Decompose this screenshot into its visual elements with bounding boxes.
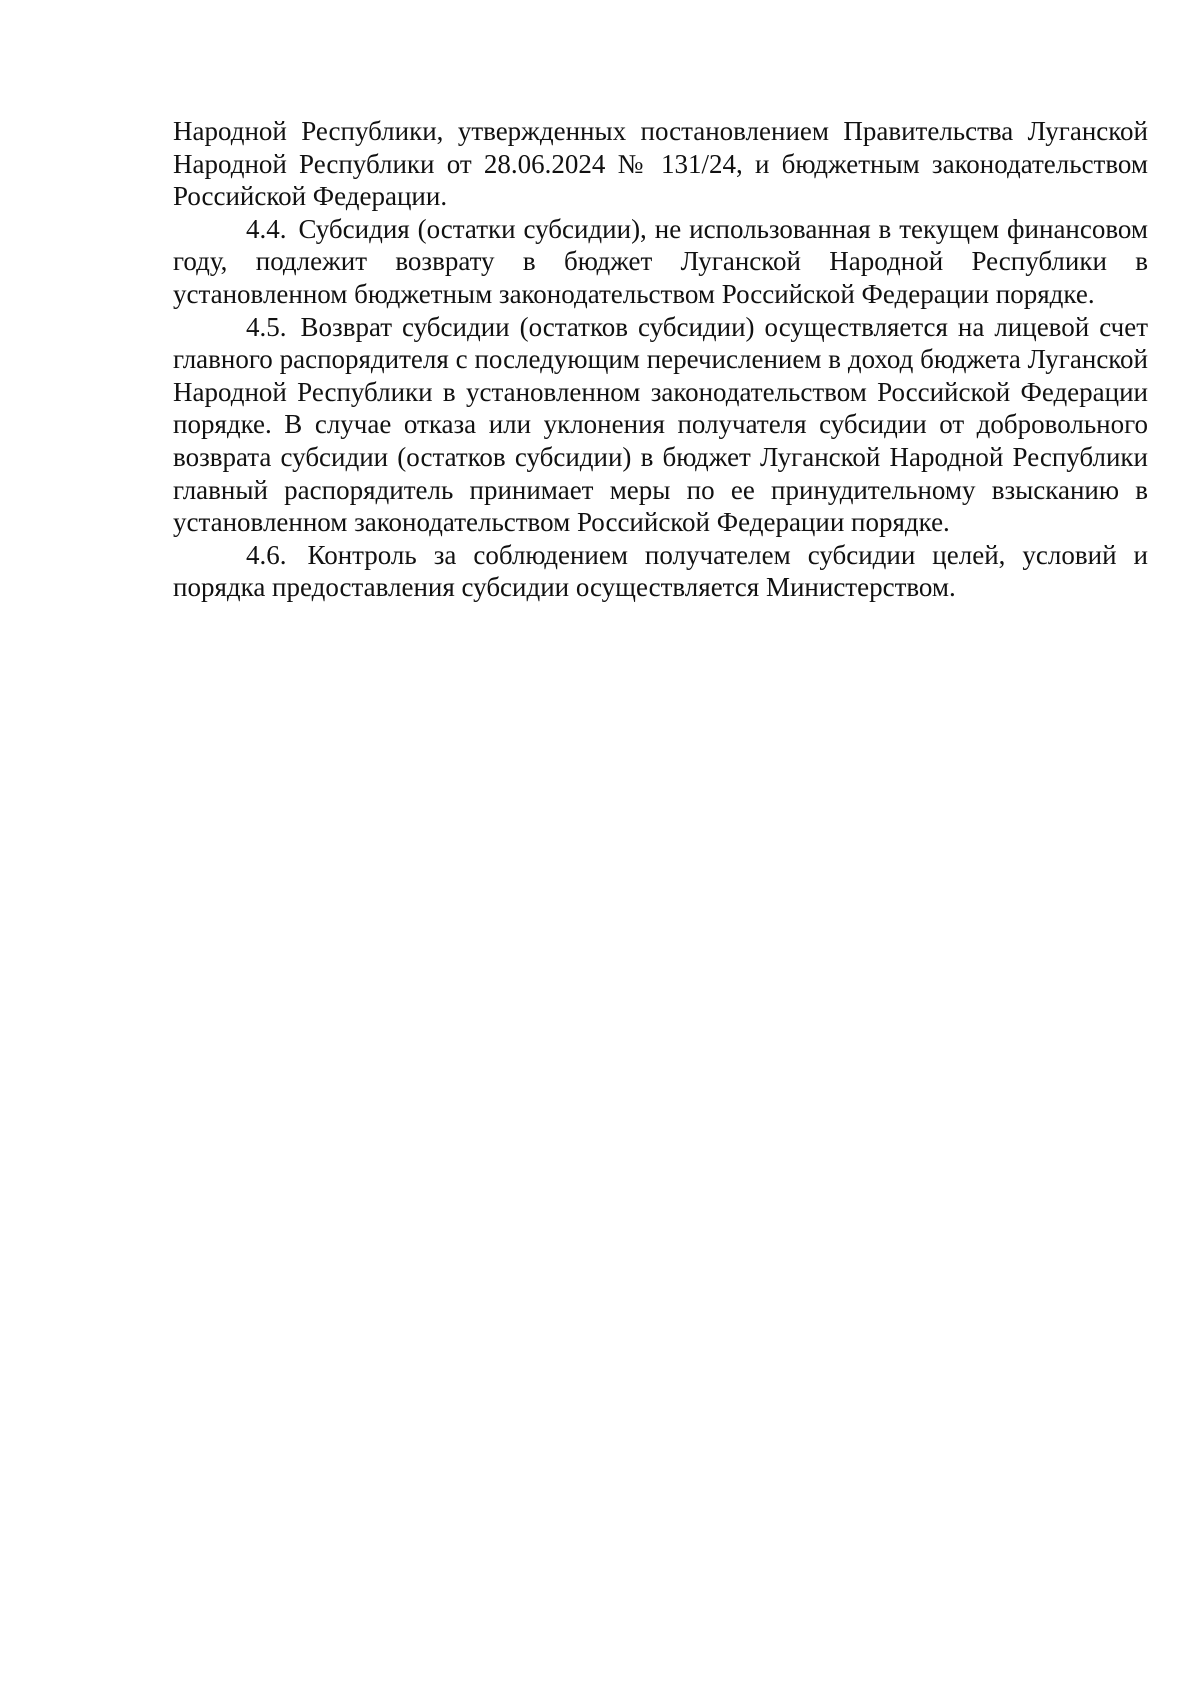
document-body xyxy=(173,115,1148,604)
paragraph-text: Субсидия (остатки субсидии), не использованная в текущем финансовом году, подлежит возврату в бюджет Луганской Народной Республики в установленном бюджетным законодательством Российской Федерации порядке. xyxy=(173,213,1148,309)
paragraph-text: Возврат субсидии (остатков субсидии) осуществляется на лицевой счет главного распорядителя с последующим перечислением в доход бюджета Луганской Народной Республики в установленном законодательством Российской Федерации порядке. В случае отказа или уклонения получателя субсидии от добровольного возврата субсидии (остатков субсидии) в бюджет Луганской Народной Республики главный распорядитель принимает меры по ее принудительному взысканию в установленном законодательством Российской Федерации порядке. xyxy=(173,311,1149,538)
paragraph-text: Народной Республики, утвержденных постановлением Правительства Луганской Народной Республики от 28.06.2024 № 131/24, и бюджетным законодательством Российской Федерации. xyxy=(173,116,1148,212)
paragraph-continuation xyxy=(173,115,1148,213)
paragraph-number: 4.5. xyxy=(246,311,287,342)
paragraph-4-6 xyxy=(173,539,1148,604)
paragraph-number: 4.6. xyxy=(246,539,287,570)
paragraph-4-4 xyxy=(173,213,1148,311)
paragraph-number: 4.4. xyxy=(246,213,287,244)
paragraph-4-5 xyxy=(173,311,1148,539)
paragraph-text: Контроль за соблюдением получателем субсидии целей, условий и порядка предоставления субсидии осуществляется Министерством. xyxy=(173,539,1148,603)
